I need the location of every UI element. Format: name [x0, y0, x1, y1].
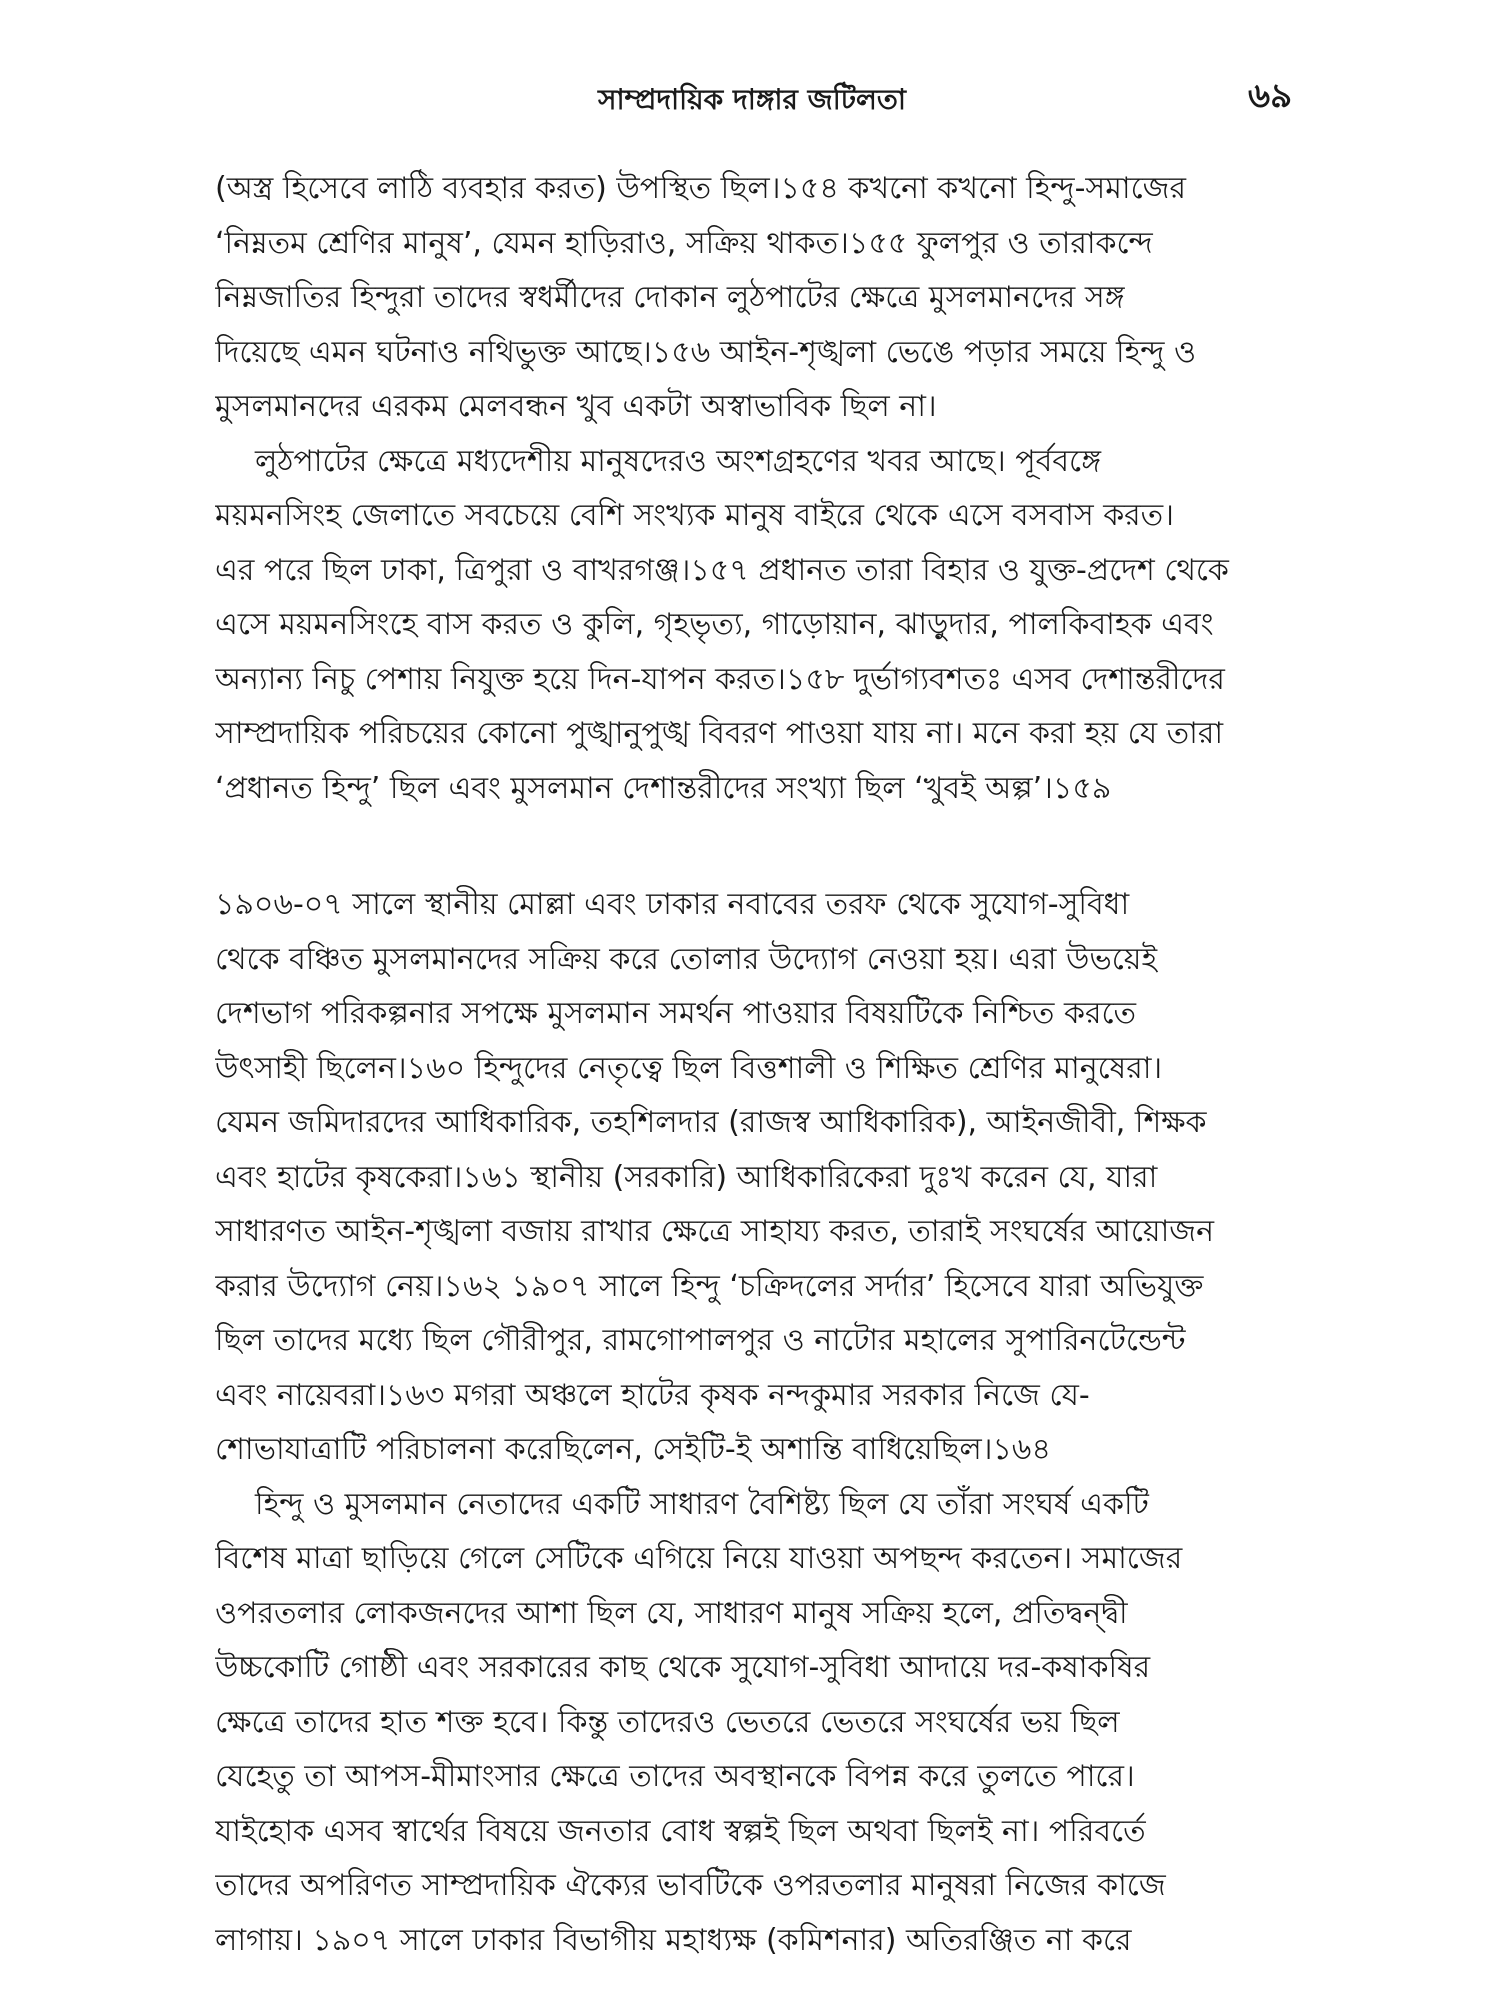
text-line: উচ্চকোটি গোষ্ঠী এবং সরকারের কাছ থেকে সুযোগ-সুবিধা আদায়ে দর-কষাকষির — [215, 1650, 1151, 1685]
text-line: এবং হাটের কৃষকেরা।১৬১ স্থানীয় (সরকারি) আধিকারিকেরা দুঃখ করেন যে, যারা — [215, 1159, 1158, 1195]
text-block-2 — [215, 878, 1293, 1968]
text-line: যেহেতু তা আপস-মীমাংসার ক্ষেত্রে তাদের অবস্থানকে বিপন্ন করে তুলতে পারে। — [215, 1759, 1135, 1794]
text-line: ক্ষেত্রে তাদের হাত শক্ত হবে। কিন্তু তাদেরও ভেতরে ভেতরে সংঘর্ষের ভয় ছিল — [215, 1704, 1120, 1740]
text-line: সাম্প্রদায়িক পরিচয়ের কোনো পুঙ্খানুপুঙ্খ বিবরণ পাওয়া যায় না। মনে করা হয় যে তারা — [215, 716, 1224, 751]
text-line: ওপরতলার লোকজনদের আশা ছিল যে, সাধারণ মানুষ সক্রিয় হলে, প্রতিদ্বন্দ্বী — [215, 1595, 1128, 1631]
text-line: হিন্দু ও মুসলমান নেতাদের একটি সাধারণ বৈশিষ্ট্য ছিল যে তাঁরা সংঘর্ষ একটি — [255, 1486, 1149, 1522]
text-line: সাধারণত আইন-শৃঙ্খলা বজায় রাখার ক্ষেত্রে সাহায্য করত, তারাই সংঘর্ষের আয়োজন — [215, 1214, 1215, 1249]
text-line: ‘নিম্নতম শ্রেণির মানুষ’, যেমন হাড়িরাও, সক্রিয় থাকত।১৫৫ ফুলপুর ও তারাকন্দে — [215, 225, 1153, 261]
text-line: ময়মনসিংহ জেলাতে সবচেয়ে বেশি সংখ্যক মানুষ বাইরে থেকে এসে বসবাস করত। — [215, 498, 1174, 533]
text-line: করার উদ্যোগ নেয়।১৬২ ১৯০৭ সালে হিন্দু ‘চক্রিদলের সর্দার’ হিসেবে যারা অভিযুক্ত — [215, 1268, 1204, 1304]
text-line: (অস্ত্র হিসেবে লাঠি ব্যবহার করত) উপস্থিত ছিল।১৫৪ কখনো কখনো হিন্দু-সমাজের — [215, 171, 1186, 206]
text-line: অন্যান্য নিচু পেশায় নিযুক্ত হয়ে দিন-যাপন করত।১৫৮ দুর্ভাগ্যবশতঃ এসব দেশান্তরীদের — [215, 661, 1225, 697]
text-line: দিয়েছে এমন ঘটনাও নথিভুক্ত আছে।১৫৬ আইন-শৃঙ্খলা ভেঙে পড়ার সময়ে হিন্দু ও — [215, 334, 1197, 370]
text-line: শোভাযাত্রাটি পরিচালনা করেছিলেন, সেইটি-ই অশান্তি বাধিয়েছিল।১৬৪ — [215, 1432, 1051, 1467]
page-number: ৬৯ — [1248, 76, 1293, 116]
running-head-title: সাম্প্রদায়িক দাঙ্গার জটিলতা — [598, 83, 906, 116]
text-line: ‘প্রধানত হিন্দু’ ছিল এবং মুসলমান দেশান্তরীদের সংখ্যা ছিল ‘খুবই অল্প’।১৫৯ — [215, 770, 1112, 806]
text-line: ১৯০৬-০৭ সালে স্থানীয় মোল্লা এবং ঢাকার নবাবের তরফ থেকে সুযোগ-সুবিধা — [215, 887, 1130, 922]
text-line: বিশেষ মাত্রা ছাড়িয়ে গেলে সেটিকে এগিয়ে নিয়ে যাওয়া অপছন্দ করতেন। সমাজের — [215, 1541, 1183, 1576]
text-line: মুসলমানদের এরকম মেলবন্ধন খুব একটা অস্বাভাবিক ছিল না। — [215, 389, 937, 424]
text-line: যেমন জমিদারদের আধিকারিক, তহশিলদার (রাজস্ব আধিকারিক), আইনজীবী, শিক্ষক — [215, 1105, 1207, 1140]
text-line: তাদের অপরিণত সাম্প্রদায়িক ঐক্যের ভাবটিকে ওপরতলার মানুষরা নিজের কাজে — [215, 1868, 1166, 1903]
text-line: ছিল তাদের মধ্যে ছিল গৌরীপুর, রামগোপালপুর ও নাটোর মহালের সুপারিনটেন্ডেন্ট — [215, 1323, 1186, 1358]
text-line: যাইহোক এসব স্বার্থের বিষয়ে জনতার বোধ স্বল্পই ছিল অথবা ছিলই না। পরিবর্তে — [215, 1813, 1146, 1849]
text-block-1 — [215, 162, 1293, 816]
text-line: লুঠপাটের ক্ষেত্রে মধ্যদেশীয় মানুষদেরও অংশগ্রহণের খবর আছে। পূর্ববঙ্গে — [255, 443, 1102, 479]
text-line: লাগায়। ১৯০৭ সালে ঢাকার বিভাগীয় মহাধ্যক্ষ (কমিশনার) অতিরঞ্জিত না করে — [215, 1922, 1132, 1958]
text-line: উৎসাহী ছিলেন।১৬০ হিন্দুদের নেতৃত্বে ছিল বিত্তশালী ও শিক্ষিত শ্রেণির মানুষেরা। — [215, 1050, 1163, 1086]
text-line: এসে ময়মনসিংহে বাস করত ও কুলি, গৃহভৃত্য, গাড়োয়ান, ঝাড়ুদার, পালকিবাহক এবং — [215, 607, 1214, 642]
text-line: নিম্নজাতির হিন্দুরা তাদের স্বধর্মীদের দোকান লুঠপাটের ক্ষেত্রে মুসলমানদের সঙ্গ — [215, 280, 1125, 315]
text-line: এর পরে ছিল ঢাকা, ত্রিপুরা ও বাখরগঞ্জ।১৫৭ প্রধানত তারা বিহার ও যুক্ত-প্রদেশ থেকে — [215, 552, 1229, 588]
text-line: দেশভাগ পরিকল্পনার সপক্ষে মুসলমান সমর্থন পাওয়ার বিষয়টিকে নিশ্চিত করতে — [215, 996, 1137, 1031]
text-line: এবং নায়েবরা।১৬৩ মগরা অঞ্চলে হাটের কৃষক নন্দকুমার সরকার নিজে যে- — [215, 1377, 1090, 1413]
text-line: থেকে বঞ্চিত মুসলমানদের সক্রিয় করে তোলার উদ্যোগ নেওয়া হয়। এরা উভয়েই — [215, 941, 1158, 977]
